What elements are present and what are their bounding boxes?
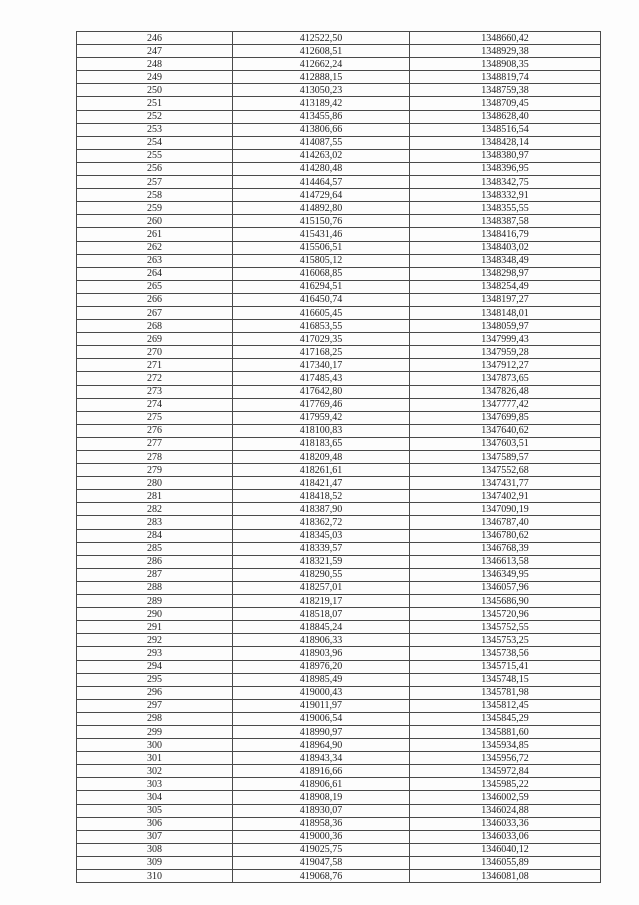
y-coordinate-cell: 1347589,57: [410, 451, 601, 464]
point-number-cell: 247: [77, 45, 233, 58]
table-row: [77, 778, 601, 791]
table-row: [77, 267, 601, 280]
point-number-cell: 278: [77, 451, 233, 464]
y-coordinate-cell: 1348908,35: [410, 58, 601, 71]
y-coordinate-cell: 1348342,75: [410, 176, 601, 189]
table-row: [77, 581, 601, 594]
y-coordinate-cell: 1348660,42: [410, 32, 601, 45]
x-coordinate-cell: 418964,90: [233, 739, 410, 752]
point-number-cell: 254: [77, 136, 233, 149]
y-coordinate-cell: 1346040,12: [410, 843, 601, 856]
table-row: [77, 542, 601, 555]
table-row: [77, 280, 601, 293]
table-row: [77, 58, 601, 71]
y-coordinate-cell: 1346033,06: [410, 830, 601, 843]
point-number-cell: 251: [77, 97, 233, 110]
point-number-cell: 299: [77, 725, 233, 738]
table-row: [77, 372, 601, 385]
table-row: [77, 176, 601, 189]
x-coordinate-cell: 417168,25: [233, 346, 410, 359]
point-number-cell: 303: [77, 778, 233, 791]
y-coordinate-cell: 1348403,02: [410, 241, 601, 254]
y-coordinate-cell: 1346780,62: [410, 529, 601, 542]
x-coordinate-cell: 417029,35: [233, 333, 410, 346]
point-number-cell: 290: [77, 608, 233, 621]
x-coordinate-cell: 418100,83: [233, 424, 410, 437]
table-row: [77, 686, 601, 699]
y-coordinate-cell: 1347873,65: [410, 372, 601, 385]
y-coordinate-cell: 1346033,36: [410, 817, 601, 830]
x-coordinate-cell: 418930,07: [233, 804, 410, 817]
point-number-cell: 273: [77, 385, 233, 398]
table-row: [77, 293, 601, 306]
point-number-cell: 249: [77, 71, 233, 84]
y-coordinate-cell: 1347999,43: [410, 333, 601, 346]
point-number-cell: 304: [77, 791, 233, 804]
x-coordinate-cell: 418908,19: [233, 791, 410, 804]
point-number-cell: 252: [77, 110, 233, 123]
table-row: [77, 346, 601, 359]
point-number-cell: 284: [77, 529, 233, 542]
table-row: [77, 451, 601, 464]
table-row: [77, 817, 601, 830]
point-number-cell: 288: [77, 581, 233, 594]
x-coordinate-cell: 417959,42: [233, 411, 410, 424]
coordinates-table: [76, 31, 601, 883]
point-number-cell: 246: [77, 32, 233, 45]
table-row: [77, 123, 601, 136]
point-number-cell: 266: [77, 293, 233, 306]
x-coordinate-cell: 416605,45: [233, 306, 410, 319]
y-coordinate-cell: 1346055,89: [410, 856, 601, 869]
table-row: [77, 608, 601, 621]
point-number-cell: 289: [77, 595, 233, 608]
point-number-cell: 271: [77, 359, 233, 372]
x-coordinate-cell: 413455,86: [233, 110, 410, 123]
point-number-cell: 300: [77, 739, 233, 752]
x-coordinate-cell: 418418,52: [233, 490, 410, 503]
x-coordinate-cell: 419025,75: [233, 843, 410, 856]
point-number-cell: 308: [77, 843, 233, 856]
point-number-cell: 250: [77, 84, 233, 97]
point-number-cell: 294: [77, 660, 233, 673]
table-row: [77, 71, 601, 84]
point-number-cell: 286: [77, 555, 233, 568]
y-coordinate-cell: 1348298,97: [410, 267, 601, 280]
y-coordinate-cell: 1348819,74: [410, 71, 601, 84]
x-coordinate-cell: 418985,49: [233, 673, 410, 686]
table-row: [77, 215, 601, 228]
x-coordinate-cell: 418845,24: [233, 621, 410, 634]
y-coordinate-cell: 1348348,49: [410, 254, 601, 267]
point-number-cell: 258: [77, 189, 233, 202]
table-row: [77, 804, 601, 817]
y-coordinate-cell: 1346349,95: [410, 568, 601, 581]
point-number-cell: 281: [77, 490, 233, 503]
x-coordinate-cell: 418261,61: [233, 464, 410, 477]
y-coordinate-cell: 1348759,38: [410, 84, 601, 97]
table-row: [77, 202, 601, 215]
x-coordinate-cell: 413050,23: [233, 84, 410, 97]
table-row: [77, 555, 601, 568]
x-coordinate-cell: 414280,48: [233, 162, 410, 175]
x-coordinate-cell: 419011,97: [233, 699, 410, 712]
point-number-cell: 283: [77, 516, 233, 529]
point-number-cell: 262: [77, 241, 233, 254]
table-row: [77, 673, 601, 686]
x-coordinate-cell: 414892,80: [233, 202, 410, 215]
table-row: [77, 136, 601, 149]
y-coordinate-cell: 1348416,79: [410, 228, 601, 241]
y-coordinate-cell: 1348355,55: [410, 202, 601, 215]
point-number-cell: 269: [77, 333, 233, 346]
y-coordinate-cell: 1345781,98: [410, 686, 601, 699]
table-row: [77, 359, 601, 372]
table-row: [77, 870, 601, 883]
point-number-cell: 306: [77, 817, 233, 830]
x-coordinate-cell: 419000,36: [233, 830, 410, 843]
y-coordinate-cell: 1345752,55: [410, 621, 601, 634]
y-coordinate-cell: 1346057,96: [410, 581, 601, 594]
y-coordinate-cell: 1347777,42: [410, 398, 601, 411]
table-row: [77, 320, 601, 333]
x-coordinate-cell: 416853,55: [233, 320, 410, 333]
table-row: [77, 595, 601, 608]
point-number-cell: 257: [77, 176, 233, 189]
point-number-cell: 282: [77, 503, 233, 516]
table-row: [77, 660, 601, 673]
point-number-cell: 268: [77, 320, 233, 333]
x-coordinate-cell: 417485,43: [233, 372, 410, 385]
point-number-cell: 274: [77, 398, 233, 411]
point-number-cell: 307: [77, 830, 233, 843]
x-coordinate-cell: 418290,55: [233, 568, 410, 581]
point-number-cell: 310: [77, 870, 233, 883]
point-number-cell: 256: [77, 162, 233, 175]
y-coordinate-cell: 1348628,40: [410, 110, 601, 123]
table-row: [77, 725, 601, 738]
point-number-cell: 272: [77, 372, 233, 385]
y-coordinate-cell: 1345715,41: [410, 660, 601, 673]
y-coordinate-cell: 1347699,85: [410, 411, 601, 424]
y-coordinate-cell: 1347826,48: [410, 385, 601, 398]
x-coordinate-cell: 418990,97: [233, 725, 410, 738]
table-row: [77, 424, 601, 437]
x-coordinate-cell: 418209,48: [233, 451, 410, 464]
x-coordinate-cell: 418906,61: [233, 778, 410, 791]
point-number-cell: 291: [77, 621, 233, 634]
y-coordinate-cell: 1348380,97: [410, 149, 601, 162]
table-row: [77, 739, 601, 752]
point-number-cell: 270: [77, 346, 233, 359]
point-number-cell: 302: [77, 765, 233, 778]
x-coordinate-cell: 419006,54: [233, 712, 410, 725]
y-coordinate-cell: 1345720,96: [410, 608, 601, 621]
x-coordinate-cell: 417340,17: [233, 359, 410, 372]
y-coordinate-cell: 1348197,27: [410, 293, 601, 306]
point-number-cell: 309: [77, 856, 233, 869]
table-row: [77, 84, 601, 97]
x-coordinate-cell: 418976,20: [233, 660, 410, 673]
table-row: [77, 477, 601, 490]
x-coordinate-cell: 416294,51: [233, 280, 410, 293]
y-coordinate-cell: 1348709,45: [410, 97, 601, 110]
y-coordinate-cell: 1347402,91: [410, 490, 601, 503]
x-coordinate-cell: 412888,15: [233, 71, 410, 84]
x-coordinate-cell: 418916,66: [233, 765, 410, 778]
x-coordinate-cell: 415150,76: [233, 215, 410, 228]
table-row: [77, 189, 601, 202]
x-coordinate-cell: 414087,55: [233, 136, 410, 149]
y-coordinate-cell: 1348929,38: [410, 45, 601, 58]
table-row: [77, 503, 601, 516]
point-number-cell: 261: [77, 228, 233, 241]
y-coordinate-cell: 1347640,62: [410, 424, 601, 437]
point-number-cell: 255: [77, 149, 233, 162]
x-coordinate-cell: 418362,72: [233, 516, 410, 529]
x-coordinate-cell: 417642,80: [233, 385, 410, 398]
x-coordinate-cell: 415431,46: [233, 228, 410, 241]
table-row: [77, 228, 601, 241]
y-coordinate-cell: 1345881,60: [410, 725, 601, 738]
coordinates-table-body: [77, 32, 601, 883]
y-coordinate-cell: 1348428,14: [410, 136, 601, 149]
x-coordinate-cell: 414729,64: [233, 189, 410, 202]
point-number-cell: 267: [77, 306, 233, 319]
x-coordinate-cell: 418906,33: [233, 634, 410, 647]
table-row: [77, 830, 601, 843]
point-number-cell: 276: [77, 424, 233, 437]
point-number-cell: 263: [77, 254, 233, 267]
point-number-cell: 296: [77, 686, 233, 699]
table-row: [77, 149, 601, 162]
point-number-cell: 297: [77, 699, 233, 712]
table-row: [77, 411, 601, 424]
point-number-cell: 305: [77, 804, 233, 817]
y-coordinate-cell: 1348516,54: [410, 123, 601, 136]
y-coordinate-cell: 1348332,91: [410, 189, 601, 202]
x-coordinate-cell: 413189,42: [233, 97, 410, 110]
point-number-cell: 285: [77, 542, 233, 555]
table-row: [77, 162, 601, 175]
x-coordinate-cell: 418257,01: [233, 581, 410, 594]
y-coordinate-cell: 1347959,28: [410, 346, 601, 359]
y-coordinate-cell: 1346081,08: [410, 870, 601, 883]
x-coordinate-cell: 419068,76: [233, 870, 410, 883]
table-row: [77, 621, 601, 634]
table-row: [77, 843, 601, 856]
table-row: [77, 306, 601, 319]
point-number-cell: 248: [77, 58, 233, 71]
table-row: [77, 385, 601, 398]
y-coordinate-cell: 1348396,95: [410, 162, 601, 175]
table-row: [77, 516, 601, 529]
y-coordinate-cell: 1348059,97: [410, 320, 601, 333]
table-row: [77, 464, 601, 477]
y-coordinate-cell: 1348148,01: [410, 306, 601, 319]
x-coordinate-cell: 416068,85: [233, 267, 410, 280]
point-number-cell: 259: [77, 202, 233, 215]
y-coordinate-cell: 1346002,59: [410, 791, 601, 804]
x-coordinate-cell: 418958,36: [233, 817, 410, 830]
x-coordinate-cell: 418387,90: [233, 503, 410, 516]
y-coordinate-cell: 1346787,40: [410, 516, 601, 529]
y-coordinate-cell: 1345748,15: [410, 673, 601, 686]
x-coordinate-cell: 418183,65: [233, 437, 410, 450]
x-coordinate-cell: 419047,58: [233, 856, 410, 869]
table-row: [77, 333, 601, 346]
table-row: [77, 699, 601, 712]
x-coordinate-cell: 414263,02: [233, 149, 410, 162]
x-coordinate-cell: 417769,46: [233, 398, 410, 411]
point-number-cell: 292: [77, 634, 233, 647]
point-number-cell: 264: [77, 267, 233, 280]
point-number-cell: 301: [77, 752, 233, 765]
y-coordinate-cell: 1347090,19: [410, 503, 601, 516]
x-coordinate-cell: 412522,50: [233, 32, 410, 45]
y-coordinate-cell: 1348254,49: [410, 280, 601, 293]
point-number-cell: 265: [77, 280, 233, 293]
point-number-cell: 253: [77, 123, 233, 136]
x-coordinate-cell: 415805,12: [233, 254, 410, 267]
x-coordinate-cell: 418345,03: [233, 529, 410, 542]
x-coordinate-cell: 416450,74: [233, 293, 410, 306]
x-coordinate-cell: 418321,59: [233, 555, 410, 568]
point-number-cell: 295: [77, 673, 233, 686]
x-coordinate-cell: 418339,57: [233, 542, 410, 555]
y-coordinate-cell: 1345934,85: [410, 739, 601, 752]
y-coordinate-cell: 1346768,39: [410, 542, 601, 555]
x-coordinate-cell: 419000,43: [233, 686, 410, 699]
y-coordinate-cell: 1346024,88: [410, 804, 601, 817]
y-coordinate-cell: 1347912,27: [410, 359, 601, 372]
table-row: [77, 110, 601, 123]
table-row: [77, 634, 601, 647]
point-number-cell: 293: [77, 647, 233, 660]
y-coordinate-cell: 1345753,25: [410, 634, 601, 647]
table-row: [77, 398, 601, 411]
table-row: [77, 529, 601, 542]
point-number-cell: 279: [77, 464, 233, 477]
x-coordinate-cell: 415506,51: [233, 241, 410, 254]
y-coordinate-cell: 1348387,58: [410, 215, 601, 228]
table-row: [77, 752, 601, 765]
y-coordinate-cell: 1345956,72: [410, 752, 601, 765]
y-coordinate-cell: 1346613,58: [410, 555, 601, 568]
table-row: [77, 45, 601, 58]
x-coordinate-cell: 418518,07: [233, 608, 410, 621]
table-row: [77, 97, 601, 110]
table-row: [77, 437, 601, 450]
y-coordinate-cell: 1345985,22: [410, 778, 601, 791]
table-row: [77, 254, 601, 267]
x-coordinate-cell: 412662,24: [233, 58, 410, 71]
y-coordinate-cell: 1345845,29: [410, 712, 601, 725]
table-row: [77, 712, 601, 725]
table-row: [77, 32, 601, 45]
table-row: [77, 241, 601, 254]
table-row: [77, 568, 601, 581]
y-coordinate-cell: 1347603,51: [410, 437, 601, 450]
x-coordinate-cell: 418943,34: [233, 752, 410, 765]
y-coordinate-cell: 1345686,90: [410, 595, 601, 608]
table-row: [77, 490, 601, 503]
point-number-cell: 280: [77, 477, 233, 490]
point-number-cell: 277: [77, 437, 233, 450]
y-coordinate-cell: 1345738,56: [410, 647, 601, 660]
y-coordinate-cell: 1345812,45: [410, 699, 601, 712]
table-row: [77, 765, 601, 778]
x-coordinate-cell: 412608,51: [233, 45, 410, 58]
x-coordinate-cell: 418219,17: [233, 595, 410, 608]
y-coordinate-cell: 1347552,68: [410, 464, 601, 477]
point-number-cell: 275: [77, 411, 233, 424]
point-number-cell: 260: [77, 215, 233, 228]
y-coordinate-cell: 1347431,77: [410, 477, 601, 490]
table-row: [77, 856, 601, 869]
x-coordinate-cell: 413806,66: [233, 123, 410, 136]
x-coordinate-cell: 418421,47: [233, 477, 410, 490]
table-row: [77, 647, 601, 660]
point-number-cell: 298: [77, 712, 233, 725]
y-coordinate-cell: 1345972,84: [410, 765, 601, 778]
x-coordinate-cell: 418903,96: [233, 647, 410, 660]
table-row: [77, 791, 601, 804]
point-number-cell: 287: [77, 568, 233, 581]
x-coordinate-cell: 414464,57: [233, 176, 410, 189]
